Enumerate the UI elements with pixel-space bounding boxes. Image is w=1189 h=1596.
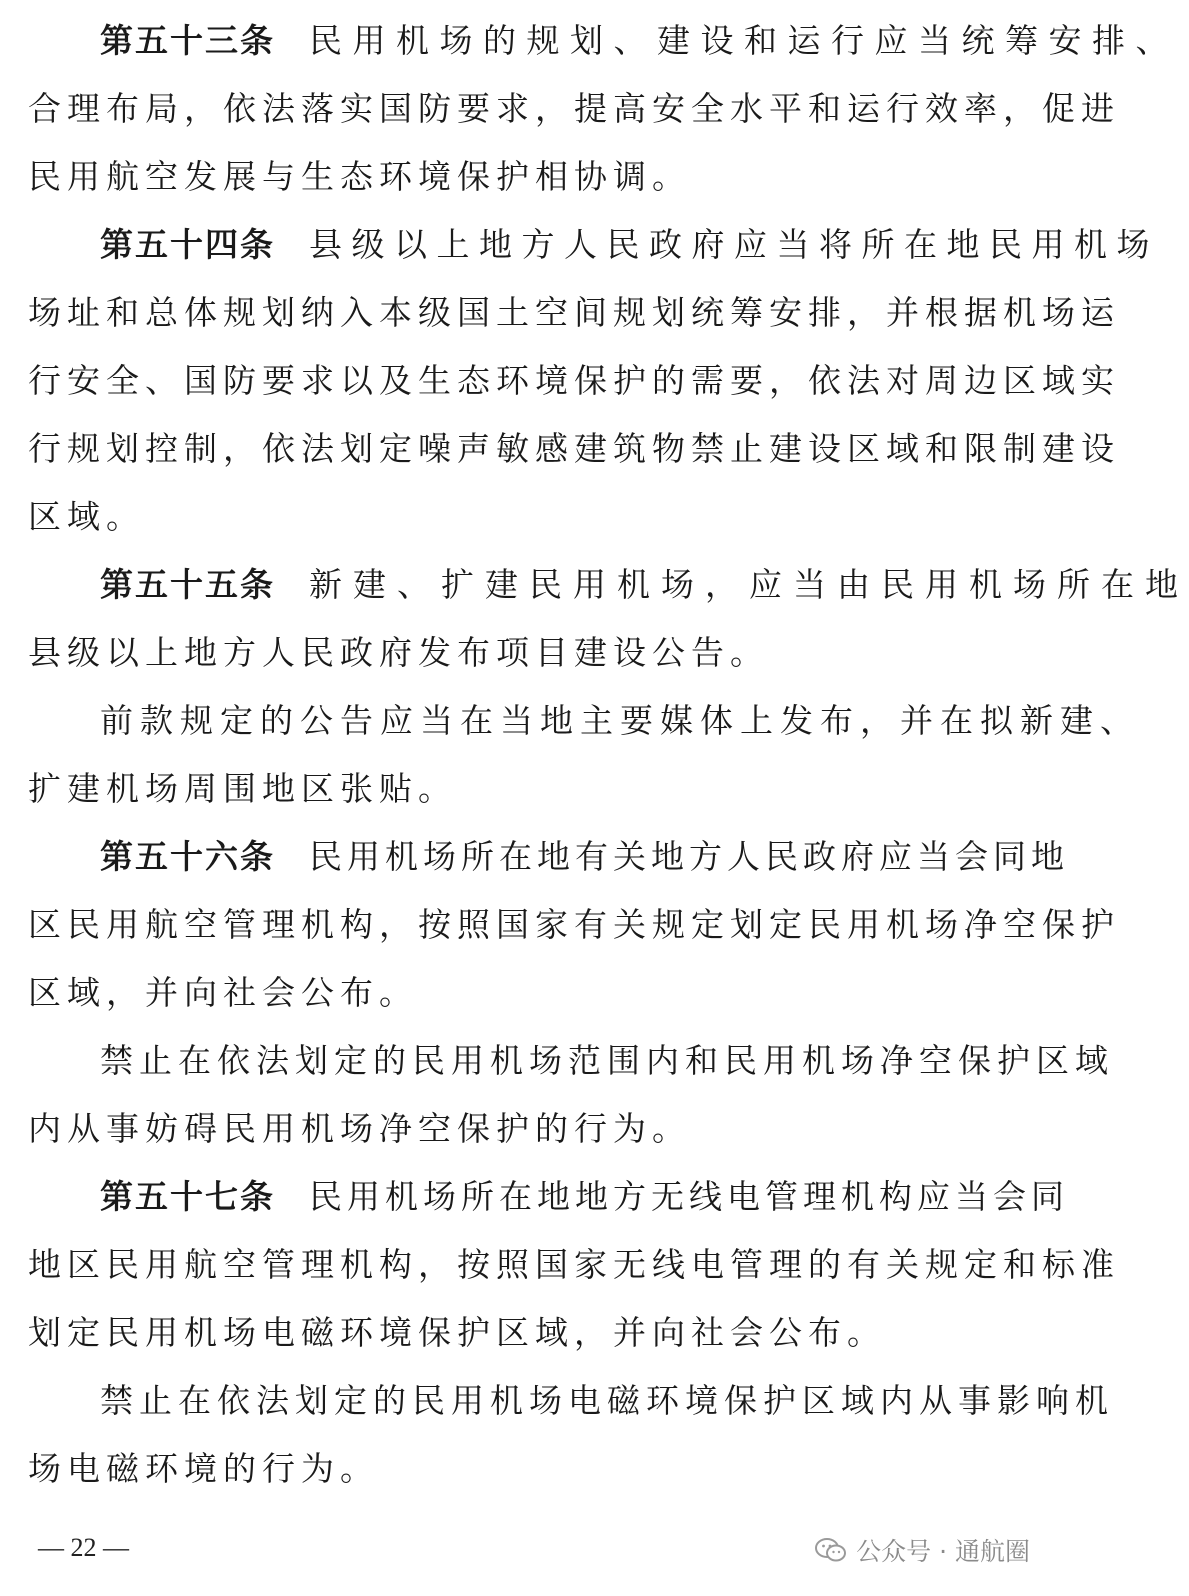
article-55-para-line-2: 扩建机场周围地区张贴。 <box>28 769 457 808</box>
article-54-line-3: 行安全、国防要求以及生态环境保护的需要，依法对周边区域实 <box>28 361 1120 400</box>
article-55-para-line-1: 前款规定的公告应当在当地主要媒体上发布，并在拟新建、 <box>100 701 1140 740</box>
article-53-line-2: 合理布局，依法落实国防要求，提高安全水平和运行效率，促进 <box>28 89 1120 128</box>
article-57-para-line-2: 场电磁环境的行为。 <box>28 1449 379 1488</box>
article-57-line-1 <box>100 1174 1069 1220</box>
page-number: — 22 — <box>38 1533 129 1562</box>
article-label: 第五十四条 <box>100 225 275 264</box>
article-text: 民用机场所在地地方无线电管理机构应当会同 <box>309 1177 1069 1216</box>
article-text: 民用机场的规划、建设和运行应当统筹安排、 <box>309 21 1179 60</box>
article-54-line-4: 行规划控制，依法划定噪声敏感建筑物禁止建设区域和限制建设 <box>28 429 1120 468</box>
article-55-line-2: 县级以上地方人民政府发布项目建设公告。 <box>28 633 769 672</box>
wechat-icon <box>814 1537 848 1563</box>
article-label: 第五十六条 <box>100 837 275 876</box>
article-56-line-3: 区域，并向社会公布。 <box>28 973 418 1012</box>
article-text: 民用机场所在地有关地方人民政府应当会同地 <box>309 837 1069 876</box>
article-56-para-line-2: 内从事妨碍民用机场净空保护的行为。 <box>28 1109 691 1148</box>
article-57-line-2: 地区民用航空管理机构，按照国家无线电管理的有关规定和标准 <box>28 1245 1120 1284</box>
article-label: 第五十五条 <box>100 565 275 604</box>
article-label: 第五十七条 <box>100 1177 275 1216</box>
article-54-line-5: 区域。 <box>28 497 145 536</box>
article-56-line-1 <box>100 834 1069 880</box>
article-text: 县级以上地方人民政府应当将所在地民用机场 <box>309 225 1159 264</box>
article-56-line-2: 区民用航空管理机构，按照国家有关规定划定民用机场净空保护 <box>28 905 1120 944</box>
article-56-para-line-1: 禁止在依法划定的民用机场范围内和民用机场净空保护区域 <box>100 1041 1114 1080</box>
article-57-line-3: 划定民用机场电磁环境保护区域，并向社会公布。 <box>28 1313 886 1352</box>
article-label: 第五十三条 <box>100 21 275 60</box>
watermark-text: 公众号 · 通航圈 <box>856 1537 1030 1566</box>
article-53-line-3: 民用航空发展与生态环境保护相协调。 <box>28 157 691 196</box>
article-text: 新建、扩建民用机场，应当由民用机场所在地 <box>309 565 1189 604</box>
article-57-para-line-1: 禁止在依法划定的民用机场电磁环境保护区域内从事影响机 <box>100 1381 1114 1420</box>
article-54-line-2: 场址和总体规划纳入本级国土空间规划统筹安排，并根据机场运 <box>28 293 1120 332</box>
article-55-line-1 <box>100 562 1189 608</box>
watermark <box>814 1530 1030 1570</box>
article-53-line-1 <box>100 18 1179 64</box>
article-54-line-1 <box>100 222 1159 268</box>
